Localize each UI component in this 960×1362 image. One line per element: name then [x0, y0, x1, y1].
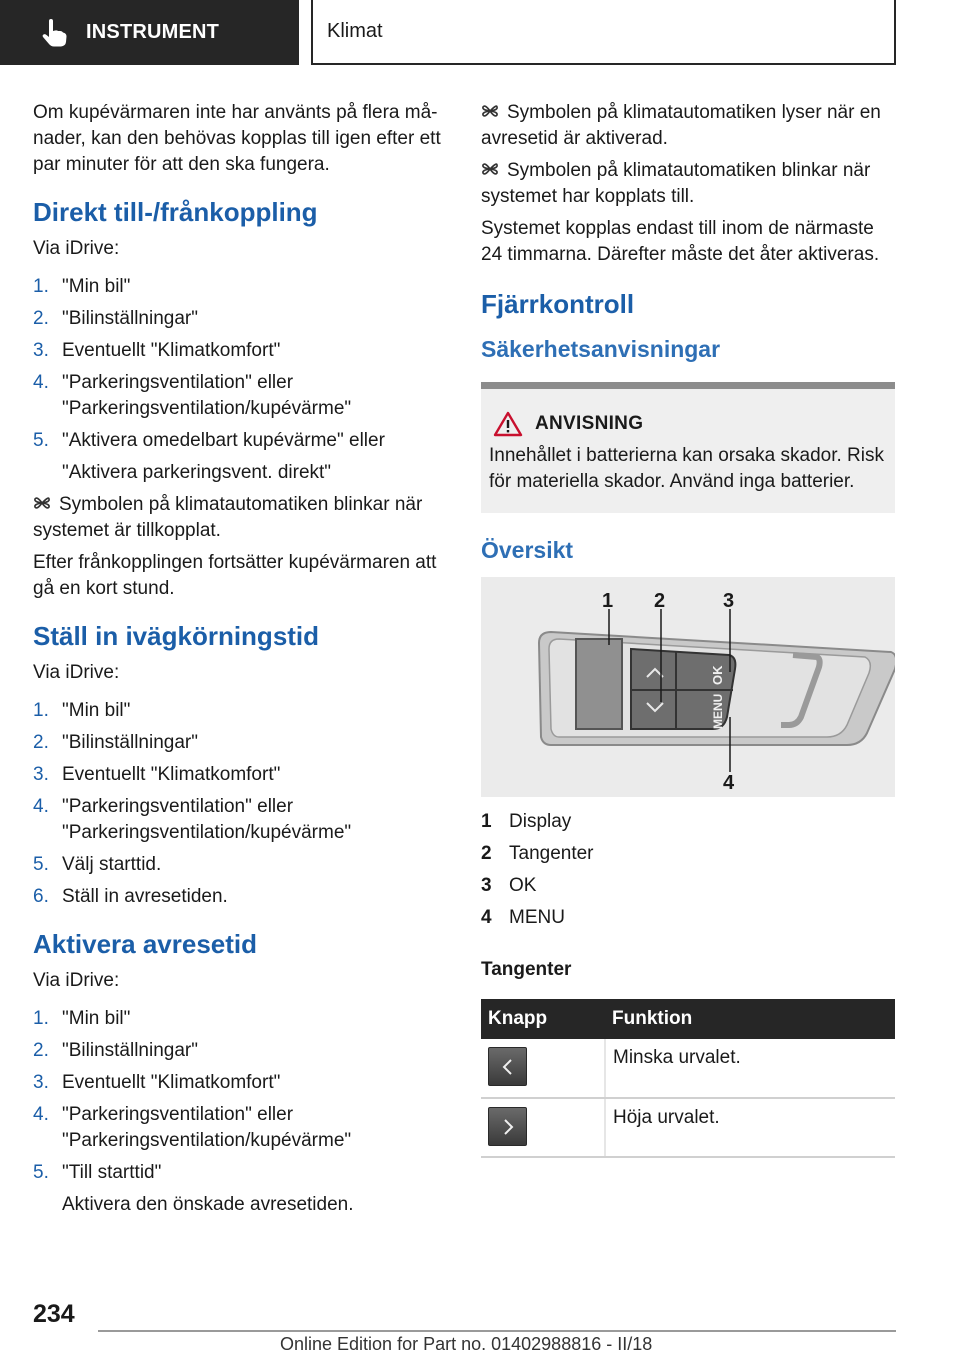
- via-idrive-label: Via iDrive:: [33, 238, 120, 259]
- chapter-title: INSTRUMENT: [86, 21, 220, 43]
- symbol-note-blink: Symbolen på klimatautomatiken blinkar när systemet har kopplats till.: [481, 160, 871, 207]
- heading-safety: Säkerhetsanvisningar: [481, 336, 721, 362]
- intro-paragraph: Om kupévärmaren inte har använts på flera månader, kan den behövas kopplas till igen efter ett par minuter för att den ska fungera.: [33, 102, 441, 175]
- chevron-left-icon: [488, 1047, 527, 1086]
- list-item: 3. Eventuellt "Klimatkomfort": [33, 764, 281, 785]
- symbol-note: Symbolen på klimatautomatiken blinkar när systemet är tillkopplat.: [33, 494, 423, 541]
- key-menu-label: MENU: [711, 693, 725, 729]
- list-item: 4 MENU: [481, 907, 565, 928]
- hand-pointer-icon: [40, 18, 68, 48]
- list-item: 5. Välj starttid.: [33, 854, 162, 875]
- heading-activate-departure: Aktivera avresetid: [33, 929, 258, 959]
- step-continuation: "Aktivera parkeringsvent. direkt": [62, 462, 332, 483]
- column-header-button: Knapp: [481, 999, 605, 1039]
- list-item: 2. "Bilinställningar": [33, 1040, 198, 1061]
- warning-box: [481, 382, 895, 513]
- list-item: 2. "Bilinställningar": [33, 308, 198, 329]
- steps-direct-switch: [33, 274, 443, 486]
- table-header-row: [481, 999, 895, 1039]
- function-text: Minska urvalet.: [605, 1039, 895, 1098]
- list-item: 2 Tangenter: [481, 843, 594, 864]
- callout-1: 1: [602, 590, 614, 612]
- heading-remote-control: Fjärrkontroll: [481, 289, 635, 319]
- warning-header: [489, 411, 887, 437]
- heading-direct-switch: Direkt till-/frånkoppling: [33, 197, 318, 227]
- fan-icon: [481, 161, 499, 177]
- callout-3: 3: [723, 590, 735, 612]
- table-caption: Tangenter: [481, 959, 572, 980]
- list-item: 1 Display: [481, 811, 572, 832]
- list-item: 5. "Aktivera omedelbart kupévärme" eller "Aktivera parkeringsvent. direkt": [33, 428, 443, 486]
- heading-overview: Översikt: [481, 537, 574, 563]
- fan-icon: [33, 495, 51, 511]
- list-item: 3. Eventuellt "Klimatkomfort": [33, 1072, 281, 1093]
- callout-2: 2: [654, 590, 666, 612]
- remote-key-figure: [481, 577, 895, 797]
- left-column: [33, 100, 443, 1224]
- warning-text: Innehållet i batterierna kan orsaka skador. Risk för materiella skador. Använd inga batterier.: [489, 445, 884, 492]
- via-idrive-label: Via iDrive:: [33, 662, 120, 683]
- remote-key-illustration: [481, 577, 895, 797]
- list-item: 3. Eventuellt "Klimatkomfort": [33, 340, 281, 361]
- key-ok-label: OK: [710, 665, 725, 685]
- list-item: 5. "Till starttid" Aktivera den önskade avresetiden.: [33, 1160, 443, 1218]
- chevron-right-icon: [488, 1107, 527, 1146]
- right-column: [481, 100, 895, 1158]
- figure-legend: [481, 809, 895, 931]
- fan-icon: [481, 103, 499, 119]
- list-item: 6. Ställ in avresetiden.: [33, 886, 228, 907]
- list-item: 1. "Min bil": [33, 276, 131, 297]
- edition-text: Online Edition for Part no. 01402988816 - II/18: [280, 1334, 653, 1354]
- list-item: 4. "Parkeringsventilation" eller "Parkeringsventilation/kupévärme": [33, 1104, 352, 1151]
- warning-triangle-icon: [493, 411, 523, 437]
- table-row: [481, 1039, 895, 1098]
- footer-divider: [98, 1330, 896, 1332]
- symbol-note-lit: Symbolen på klimatautomatiken lyser när en avresetid är aktiverad.: [481, 102, 881, 149]
- list-item: 3 OK: [481, 875, 537, 896]
- column-header-function: Funktion: [605, 999, 895, 1039]
- list-item: 4. "Parkeringsventilation" eller "Parkeringsventilation/kupévärme": [33, 796, 352, 843]
- heading-set-departure: Ställ in ivägkörningstid: [33, 621, 320, 651]
- list-item: 2. "Bilinställningar": [33, 732, 198, 753]
- page-number: 234: [33, 1300, 75, 1328]
- function-text: Höja urvalet.: [605, 1098, 895, 1157]
- after-paragraph: Efter frånkopplingen fortsätter kupévärmaren att gå en kort stund.: [33, 552, 437, 599]
- chapter-tab[interactable]: [0, 0, 299, 65]
- system-note: Systemet kopplas endast till inom de närmaste 24 timmarna. Därefter måste det åter aktiveras.: [481, 218, 880, 265]
- keys-table: [481, 999, 895, 1158]
- section-title: Klimat: [327, 20, 383, 42]
- list-item: 4. "Parkeringsventilation" eller "Parkeringsventilation/kupévärme": [33, 372, 352, 419]
- via-idrive-label: Via iDrive:: [33, 970, 120, 991]
- steps-activate-departure: [33, 1006, 443, 1218]
- section-tab[interactable]: [311, 0, 896, 65]
- callout-4: 4: [723, 772, 735, 794]
- warning-title: ANVISNING: [535, 413, 644, 434]
- list-item: 1. "Min bil": [33, 1008, 131, 1029]
- step-continuation: Aktivera den önskade avresetiden.: [62, 1194, 354, 1215]
- table-row: [481, 1098, 895, 1157]
- list-item: 1. "Min bil": [33, 700, 131, 721]
- steps-set-departure: [33, 698, 443, 910]
